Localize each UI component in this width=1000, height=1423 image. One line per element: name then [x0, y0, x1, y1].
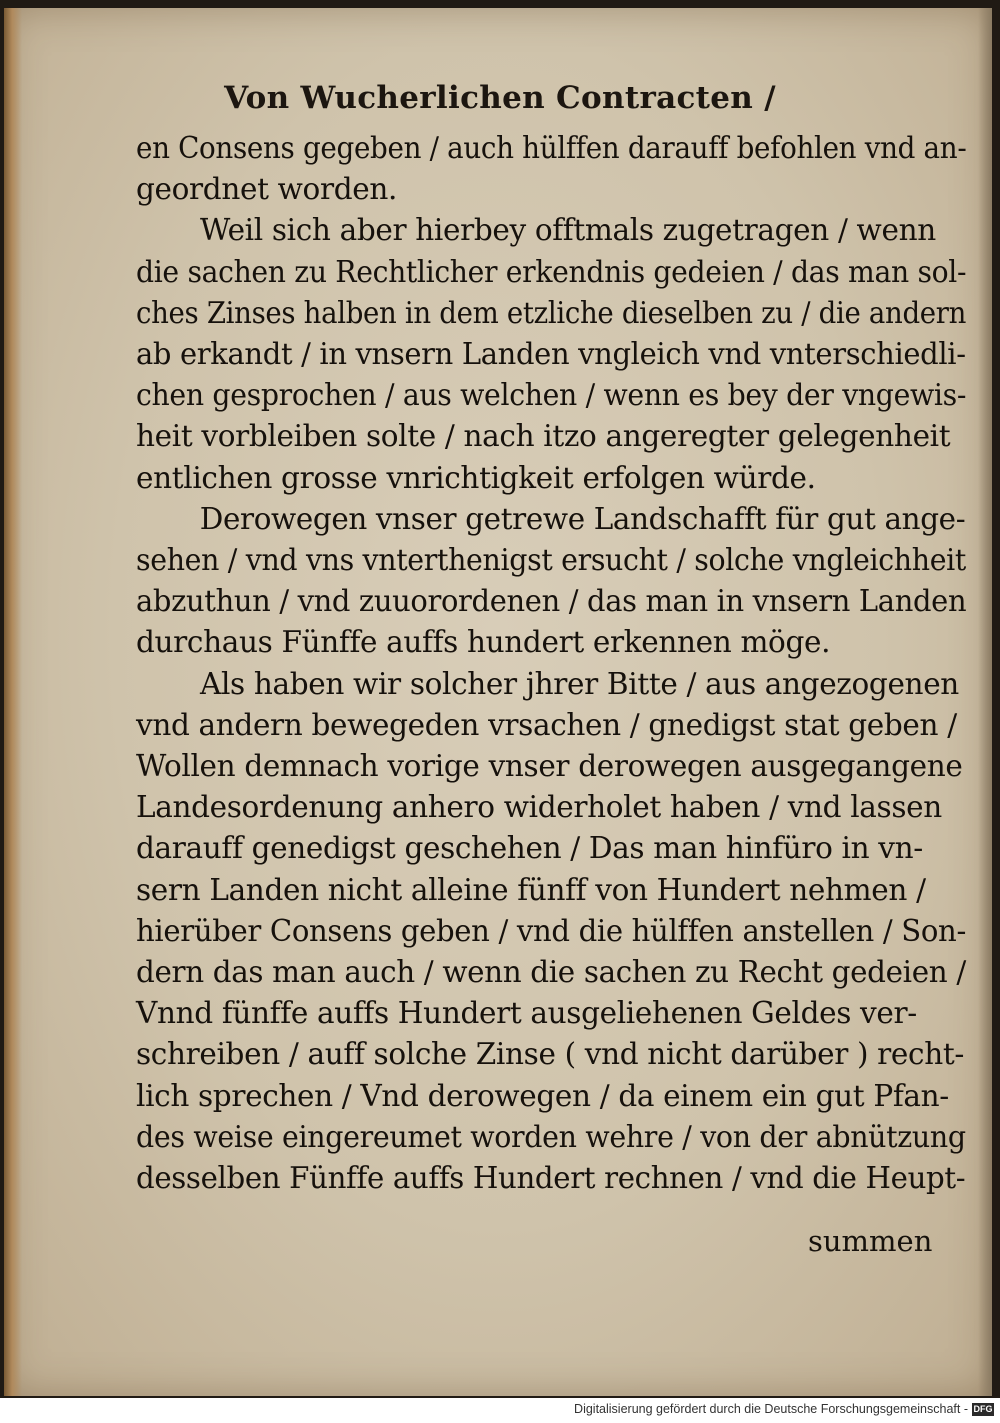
binding-edge [4, 8, 22, 1396]
text-line: Wollen demnach vorige vnser derowegen ausgegangene [136, 749, 963, 784]
text-line: durchaus Fünffe auffs hundert erkennen möge. [136, 625, 831, 660]
running-head: Von Wucherlichen Contracten / [224, 80, 776, 116]
text-line: sern Landen nicht alleine fünff von Hundert nehmen / [136, 872, 926, 907]
text-line: heit vorbleiben solte / nach itzo angeregter gelegenheit [136, 419, 951, 454]
text-line: dern das man auch / wenn die sachen zu Recht gedeien / [136, 955, 966, 990]
catchword: summen [808, 1224, 933, 1258]
digitization-footer [0, 1398, 1000, 1423]
text-line: lich sprechen / Vnd derowegen / da einem ein gut Pfan- [136, 1078, 949, 1113]
text-line: hierüber Consens geben / vnd die hülffen anstellen / Son- [136, 913, 966, 948]
body-text [136, 128, 966, 1199]
text-line: Vnnd fünffe auffs Hundert ausgeliehenen Geldes ver- [136, 996, 917, 1031]
funding-note: Digitalisierung gefördert durch die Deutsche Forschungsgemeinschaft - [574, 1402, 968, 1416]
text-line: abzuthun / vnd zuuorordenen / das man in vnsern Landen [136, 584, 967, 619]
text-line: des weise eingereumet worden wehre / von der abnützung [136, 1119, 966, 1154]
dfg-logo: DFG [973, 1404, 993, 1414]
text-line: Landesordenung anhero widerholet haben / vnd lassen [136, 790, 942, 825]
text-line: desselben Fünffe auffs Hundert rechnen / vnd die Heupt- [136, 1161, 966, 1196]
text-line: schreiben / auff solche Zinse ( vnd nicht darüber ) recht- [136, 1037, 964, 1072]
text-line: vnd andern bewegeden vrsachen / gnedigst stat geben / [136, 707, 957, 742]
page-fore-edge [978, 8, 992, 1396]
text-line: geordnet worden. [136, 172, 398, 207]
text-line: darauff genedigst geschehen / Das man hinfüro in vn- [136, 831, 923, 866]
text-line: ab erkandt / in vnsern Landen vngleich vnd vnterschiedli- [136, 337, 966, 372]
text-line: Derowegen vnser getrewe Landschafft für gut ange- [199, 501, 966, 536]
text-line: Weil sich aber hierbey offtmals zugetragen / wenn [200, 213, 936, 248]
text-line: die sachen zu Rechtlicher erkendnis gedeien / das man sol- [136, 254, 967, 289]
text-line: Als haben wir solcher jhrer Bitte / aus angezogenen [200, 666, 959, 701]
text-line: chen gesprochen / aus welchen / wenn es bey der vngewis- [136, 378, 967, 413]
text-line: ches Zinses halben in dem etzliche dieselben zu / die andern [136, 295, 967, 330]
text-line: entlichen grosse vnrichtigkeit erfolgen würde. [136, 460, 816, 495]
text-line: en Consens gegeben / auch hülffen darauff befohlen vnd an- [136, 131, 967, 165]
text-line: sehen / vnd vns vnterthenigst ersucht / solche vngleichheit [136, 543, 967, 578]
